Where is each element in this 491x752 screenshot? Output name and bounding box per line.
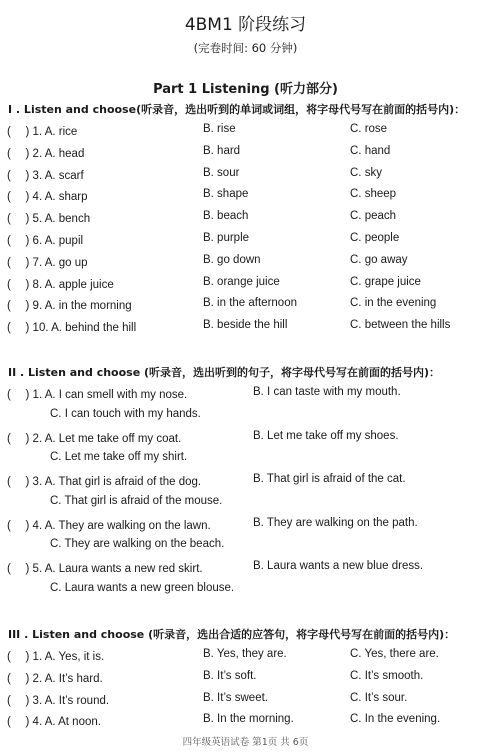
option-a: ( ) 7. A. go up bbox=[7, 256, 88, 269]
option-a: ( ) 4. A. At noon. bbox=[7, 716, 101, 729]
option-a: ( ) 4. A. sharp bbox=[7, 191, 88, 204]
option-c: C. hand bbox=[350, 144, 391, 157]
option-b: B. That girl is afraid of the cat. bbox=[253, 473, 406, 485]
question-row bbox=[0, 232, 491, 250]
option-b: B. sour bbox=[203, 166, 240, 179]
option-c: C. people bbox=[350, 232, 400, 244]
option-c: C. between the hills bbox=[350, 319, 451, 332]
option-c: C. grape juice bbox=[350, 275, 421, 288]
option-b: B. Let me take off my shoes. bbox=[253, 429, 399, 442]
question-row bbox=[0, 386, 491, 404]
option-b: B. It’s soft. bbox=[203, 669, 257, 682]
option-b: B. I can taste with my mouth. bbox=[253, 386, 401, 398]
option-a: ( ) 10. A. behind the hill bbox=[7, 322, 137, 335]
option-a: ( ) 8. A. apple juice bbox=[7, 278, 114, 291]
section-3-heading: III . Listen and choose (听录音，选出合适的应答句，将字母代号写在前面的括号内)： bbox=[8, 628, 456, 641]
question-row bbox=[0, 188, 491, 206]
section-1-heading: I . Listen and choose(听录音，选出听到的单词或词组，将字母代号写在前面的括号内)： bbox=[8, 103, 466, 116]
option-b: B. In the morning. bbox=[203, 713, 294, 726]
question-row bbox=[0, 167, 491, 185]
option-b: B. beside the hill bbox=[203, 319, 288, 332]
option-a: ( ) 2. A. Let me take off my coat. bbox=[7, 432, 182, 445]
question-row-continued bbox=[0, 451, 491, 469]
question-row bbox=[0, 473, 491, 491]
option-c: C. sheep bbox=[350, 188, 397, 201]
page-title: 4BM1 阶段练习 bbox=[184, 15, 307, 35]
option-a: ( ) 9. A. in the morning bbox=[7, 300, 132, 313]
question-row bbox=[0, 560, 491, 578]
option-a: ( ) 2. A. It’s hard. bbox=[7, 672, 103, 685]
option-a: ( ) 3. A. It’s round. bbox=[7, 694, 110, 707]
option-a: ( ) 1. A. rice bbox=[7, 126, 78, 138]
question-row bbox=[0, 254, 491, 272]
page-footer: 四年级英语试卷 第1页 共 6页 bbox=[182, 737, 309, 748]
option-a: ( ) 6. A. pupil bbox=[7, 235, 84, 247]
question-row bbox=[0, 692, 491, 710]
section-2-heading: II . Listen and choose (听录音，选出听到的句子，将字母代号写在前面的括号内)： bbox=[8, 366, 441, 379]
option-b: B. They are walking on the path. bbox=[253, 516, 418, 529]
option-c: C. I can touch with my hands. bbox=[50, 407, 201, 420]
question-row bbox=[0, 713, 491, 731]
option-c: C. It’s sour. bbox=[350, 691, 408, 704]
option-c: C. They are walking on the beach. bbox=[50, 538, 225, 550]
option-a: ( ) 1. A. Yes, it is. bbox=[7, 651, 105, 663]
option-b: B. rise bbox=[203, 123, 236, 135]
option-c: C. That girl is afraid of the mouse. bbox=[50, 494, 223, 507]
question-row-continued bbox=[0, 495, 491, 513]
option-c: C. go away bbox=[350, 253, 408, 266]
option-c: C. rose bbox=[350, 123, 388, 135]
option-a: ( ) 1. A. I can smell with my nose. bbox=[7, 389, 188, 401]
question-row bbox=[0, 145, 491, 163]
question-row bbox=[0, 517, 491, 535]
question-row-continued bbox=[0, 582, 491, 600]
option-c: C. In the evening. bbox=[350, 713, 441, 726]
option-b: B. in the afternoon bbox=[203, 297, 297, 310]
question-row bbox=[0, 276, 491, 294]
option-b: B. Laura wants a new blue dress. bbox=[253, 560, 424, 572]
option-b: B. shape bbox=[203, 188, 249, 201]
option-a: ( ) 3. A. scarf bbox=[7, 169, 84, 182]
option-a: ( ) 3. A. That girl is afraid of the dog. bbox=[7, 476, 202, 488]
question-row-continued bbox=[0, 408, 491, 426]
option-c: C. Let me take off my shirt. bbox=[50, 451, 188, 463]
option-b: B. go down bbox=[203, 253, 261, 266]
option-c: C. Yes, there are. bbox=[350, 648, 439, 660]
question-row bbox=[0, 210, 491, 228]
question-row bbox=[0, 123, 491, 141]
option-a: ( ) 5. A. Laura wants a new red skirt. bbox=[7, 563, 203, 575]
question-row bbox=[0, 648, 491, 666]
option-b: B. purple bbox=[203, 232, 250, 244]
option-a: ( ) 2. A. head bbox=[7, 147, 85, 160]
question-row-continued bbox=[0, 538, 491, 556]
option-c: C. It’s smooth. bbox=[350, 669, 424, 682]
question-row bbox=[0, 297, 491, 315]
question-row bbox=[0, 670, 491, 688]
option-c: C. sky bbox=[350, 166, 382, 179]
part-heading: Part 1 Listening (听力部分) bbox=[153, 82, 338, 97]
option-c: C. in the evening bbox=[350, 297, 437, 310]
option-a: ( ) 4. A. They are walking on the lawn. bbox=[7, 519, 211, 532]
question-row bbox=[0, 319, 491, 337]
question-row bbox=[0, 430, 491, 448]
option-c: C. peach bbox=[350, 210, 397, 223]
option-b: B. orange juice bbox=[203, 275, 280, 288]
option-c: C. Laura wants a new green blouse. bbox=[50, 581, 235, 594]
option-a: ( ) 5. A. bench bbox=[7, 213, 91, 226]
option-b: B. hard bbox=[203, 144, 241, 157]
option-b: B. It’s sweet. bbox=[203, 691, 268, 704]
option-b: B. Yes, they are. bbox=[203, 648, 287, 660]
time-limit: (完卷时间: 60 分钟) bbox=[193, 41, 298, 55]
option-b: B. beach bbox=[203, 210, 249, 223]
